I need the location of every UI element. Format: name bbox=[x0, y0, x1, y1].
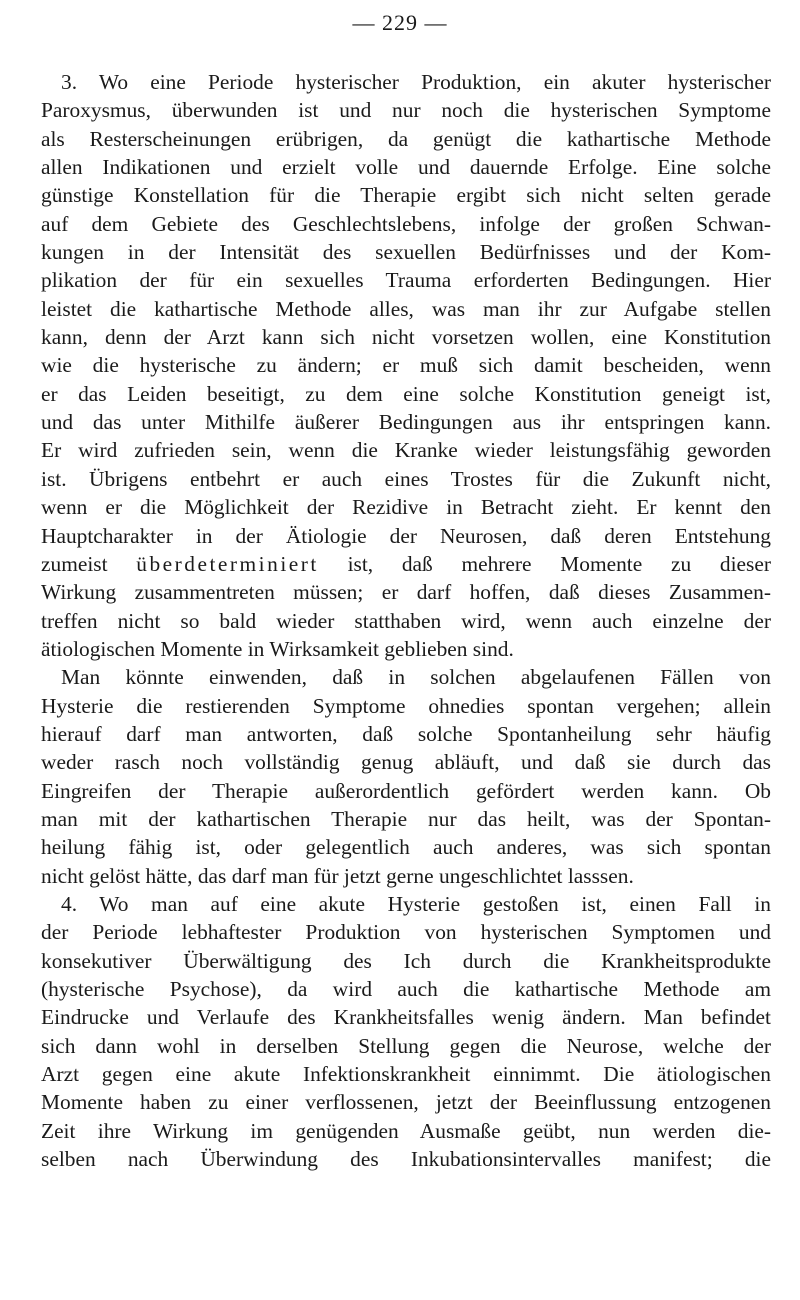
text-line: 3. Wo eine Periode hysterischer Produktion, ein akuter hysterischer bbox=[61, 70, 771, 94]
text-line: und das unter Mithilfe äußerer Bedingungen aus ihr entspringen kann. bbox=[41, 410, 771, 435]
text-line-with-emphasis bbox=[41, 550, 771, 578]
text-line: (hysterische Psychose), da wird auch die kathartische Methode am bbox=[41, 977, 771, 1001]
text-line: treffen nicht so bald wieder statthaben wird, wenn auch einzelne der bbox=[41, 608, 771, 633]
body-text bbox=[41, 68, 771, 1173]
line-end: ist, daß mehrere Momente zu dieser bbox=[347, 551, 771, 576]
text-line: wie die hysterische zu ändern; er muß sich damit bescheiden, wenn bbox=[41, 353, 771, 378]
line-start: zumeist bbox=[41, 551, 108, 576]
text-line: Eindrucke und Verlaufe des Krankheitsfalles wenig ändern. Man befindet bbox=[41, 1005, 771, 1030]
text-line: heilung fähig ist, oder gelegentlich auch anderes, was sich spontan bbox=[41, 835, 771, 860]
text-line: Momente haben zu einer verflossenen, jetzt der Beeinflussung entzogenen bbox=[41, 1090, 771, 1115]
text-line: leistet die kathartische Methode alles, was man ihr zur Aufgabe stellen bbox=[41, 296, 771, 321]
text-line: Man könnte einwenden, daß in solchen abgelaufenen Fällen von bbox=[61, 665, 771, 690]
emphasized-term: überdeterminiert bbox=[136, 551, 319, 576]
paragraph-4 bbox=[41, 890, 771, 1173]
paragraph-objection bbox=[41, 663, 771, 890]
text-line: Er wird zufrieden sein, wenn die Kranke wieder leistungsfähig geworden bbox=[41, 438, 771, 463]
text-line: kungen in der Intensität des sexuellen Bedürfnisses und der Kom- bbox=[41, 240, 771, 265]
text-line: Zeit ihre Wirkung im genügenden Ausmaße geübt, nun werden die- bbox=[41, 1118, 771, 1143]
text-line: allen Indikationen und erzielt volle und dauernde Erfolge. Eine solche bbox=[41, 155, 771, 180]
text-line: Hysterie die restierenden Symptome ohnedies spontan vergehen; allein bbox=[41, 693, 771, 718]
text-line: auf dem Gebiete des Geschlechtslebens, infolge der großen Schwan- bbox=[41, 211, 771, 236]
text-line: er das Leiden beseitigt, zu dem eine solche Konstitution geneigt ist, bbox=[41, 381, 771, 406]
text-line: Paroxysmus, überwunden ist und nur noch die hysterischen Symptome bbox=[41, 98, 771, 123]
text-line: günstige Konstellation für die Therapie ergibt sich nicht selten gerade bbox=[41, 183, 771, 208]
text-line: ist. Übrigens entbehrt er auch eines Trostes für die Zukunft nicht, bbox=[41, 466, 771, 491]
text-line: hierauf darf man antworten, daß solche Spontanheilung sehr häufig bbox=[41, 721, 771, 746]
text-line: 4. Wo man auf eine akute Hysterie gestoßen ist, einen Fall in bbox=[61, 891, 771, 916]
paragraph-3 bbox=[41, 68, 771, 663]
page-number: — 229 — bbox=[352, 10, 448, 35]
text-line: konsekutiver Überwältigung des Ich durch die Krankheitsprodukte bbox=[41, 948, 771, 973]
text-line: Hauptcharakter in der Ätiologie der Neurosen, daß deren Entstehung bbox=[41, 523, 771, 548]
text-line: ätiologischen Momente in Wirksamkeit geblieben sind. bbox=[41, 636, 514, 661]
text-line: selben nach Überwindung des Inkubationsintervalles manifest; die bbox=[41, 1147, 771, 1172]
text-line: nicht gelöst hätte, das darf man für jetzt gerne ungeschlichtet lasssen. bbox=[41, 863, 634, 888]
text-line: Wirkung zusammentreten müssen; er darf hoffen, daß dieses Zusammen- bbox=[41, 580, 771, 605]
text-line: Eingreifen der Therapie außerordentlich gefördert werden kann. Ob bbox=[41, 778, 771, 803]
text-line: weder rasch noch vollständig genug abläuft, und daß sie durch das bbox=[41, 750, 771, 775]
text-line: kann, denn der Arzt kann sich nicht vorsetzen wollen, eine Konstitution bbox=[41, 325, 771, 350]
text-line: plikation der für ein sexuelles Trauma erforderten Bedingungen. Hier bbox=[41, 268, 771, 293]
text-line: als Resterscheinungen erübrigen, da genügt die kathartische Methode bbox=[41, 126, 771, 151]
text-line: Arzt gegen eine akute Infektionskrankheit einnimmt. Die ätiologischen bbox=[41, 1062, 771, 1087]
text-line: wenn er die Möglichkeit der Rezidive in Betracht zieht. Er kennt den bbox=[41, 495, 771, 520]
text-line: sich dann wohl in derselben Stellung gegen die Neurose, welche der bbox=[41, 1033, 771, 1058]
text-line: der Periode lebhaftester Produktion von hysterischen Symptomen und bbox=[41, 920, 771, 945]
text-line: man mit der kathartischen Therapie nur das heilt, was der Spontan- bbox=[41, 806, 771, 831]
